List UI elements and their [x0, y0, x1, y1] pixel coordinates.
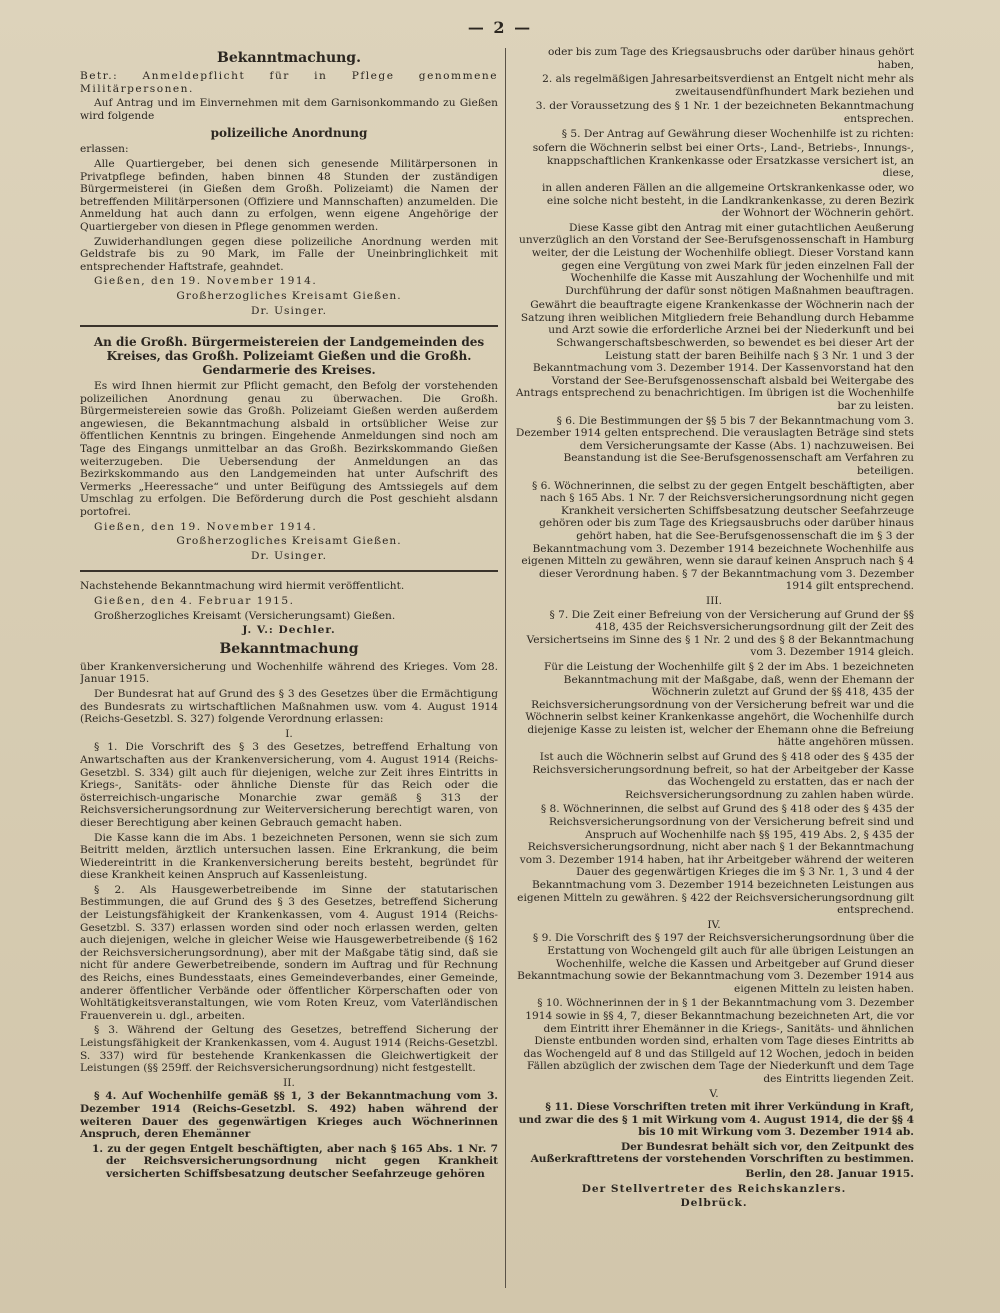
notice-office: Großherzogliches Kreisamt Gießen.: [176, 289, 402, 302]
column-divider: [505, 48, 506, 1288]
section-numeral: V.: [709, 1087, 719, 1100]
publication-office: Großherzogliches Kreisamt (Versicherungsamt) Gießen.: [94, 609, 396, 622]
paragraph: § 8. Wöchnerinnen, die selbst auf Grund des § 418 oder des § 435 der Reichsversicherungsordnung von der Versicherung befreit sind und Anspruch auf Wochenhilfe nach §§ 195, 419 Abs. 2, § 435 der Reichsversicherungsordnung, nicht aber nach § 1 der Bekanntmachung vom 3. Dezember 1914 haben, hat ihr Arbeitgeber während der weiteren Dauer des gegenwärtigen Krieges die im § 3 Nr. 1, 3 und 4 der Bekanntmachung vom 3. Dezember 1914 bezeichneten Leistungen aus eigenen Mitteln zu gewähren. § 422 der Reichsversicherungsordnung gilt entsprechend.: [517, 803, 914, 917]
notice-erlassen: erlassen:: [80, 143, 129, 156]
notice-date: Gießen, den 19. November 1914.: [94, 275, 318, 288]
list-item: 3. der Voraussetzung des § 1 Nr. 1 der bezeichneten Bekanntmachung entsprechen.: [535, 100, 914, 125]
publication-line: Nachstehende Bekanntmachung wird hiermit veröffentlicht.: [80, 580, 405, 593]
notice-signer: Dr. Usinger.: [250, 549, 328, 562]
section-numeral: III.: [706, 594, 722, 607]
paragraph: Diese Kasse gibt den Antrag mit einer gutachtlichen Aeußerung unverzüglich an den Vorstand der See-Berufsgenossenschaft in Hamburg weiter, der die Leistung der Wochenhilfe obliegt. Dieser Vorstand kann gegen eine Vergütung von zwei Mark für jeden einzelnen Fall der Wochenhilfe die Kasse mit Auszahlung der Wochenhilfe und mit Durchführung der dafür sonst nötigen Maßnahmen beauftragen.: [519, 221, 914, 297]
list: [80, 1143, 498, 1181]
paragraph: § 9. Die Vorschrift des § 197 der Reichsversicherungsordnung über die Erstattung von Wochengeld gilt auch für alle übrigen Leistungen an Wochenhilfe, welche die Kassen und Arbeitgeber auf Grund dieser Bekanntmachung sowie der Bekanntmachung vom 3. Dezember 1914 aus eigenen Mitteln zu leisten haben.: [517, 932, 914, 995]
paragraph: § 10. Wöchnerinnen der in § 1 der Bekanntmachung vom 3. Dezember 1914 sowie in §§ 4, 7, dieser Bekanntmachung bezeichneten Art, die vor dem Eintritt ihrer Ehemänner in die Kriegs-, Sanitäts- und ähnlichen Dienste entbunden worden sind, erhalten vom Tage dieses Eintritts ab das Wochengeld auf 8 und das Stillgeld auf 12 Wochen, jedoch in beiden Fällen abzüglich der zwischen dem Tage der Niederkunft und dem Tage des Eintritts liegenden Zeit.: [523, 997, 914, 1085]
paragraph: § 7. Die Zeit einer Befreiung von der Versicherung auf Grund der §§ 418, 435 der Reichsversicherungsordnung gilt der Zeit des Versichertseins im Sinne des § 1 Nr. 2 und des § 8 der Bekanntmachung vom 3. Dezember 1914 gleich.: [526, 608, 914, 659]
section-numeral: IV.: [707, 918, 721, 931]
notice-title: An die Großh. Bürgermeistereien der Landgemeinden des Kreises, das Großh. Polizeiamt Gießen und die Großh. Gendarmerie des Kreises.: [93, 335, 485, 378]
notice-date: Gießen, den 19. November 1914.: [94, 520, 318, 533]
paragraph: § 3. Während der Geltung des Gesetzes, betreffend Sicherung der Leistungsfähigkeit der Krankenkassen, vom 4. August 1914 (Reichs-Gesetzbl. S. 337) wird für bestehende Krankenkassen die Gleichwertigkeit der Leistungen (§§ 259ff. der Reichsversicherungsordnung) nicht festgestellt.: [80, 1024, 498, 1075]
section-numeral: II.: [283, 1076, 295, 1089]
paragraph: Für die Leistung der Wochenhilfe gilt § 2 der im Abs. 1 bezeichneten Bekanntmachung mit der Maßgabe, daß, wenn der Ehemann der Wöchnerin zuletzt auf Grund der §§ 418, 435 der Reichsversicherungsordnung von der Versicherung befreit war und die Wöchnerin selbst keiner Krankenkasse angehört, die Wochenhilfe durch diejenige Kasse zu leisten ist, welcher der Ehemann ohne die Befreiung hätte angehören müssen.: [525, 660, 914, 749]
notice-paragraph: Es wird Ihnen hiermit zur Pflicht gemacht, den Befolg der vorstehenden polizeilichen Anordnung genau zu überwachen. Die Großh. Bürgermeistereien sowie das Großh. Polizeiamt Gießen werden außerdem angewiesen, die Bekanntmachung alsbald in ortsüblicher Weise zur öffentlichen Kenntnis zu bringen. Eingehende Anmeldungen sind noch am Tage des Eingangs unmittelbar an das Großh. Bezirkskommando Gießen weiterzugeben. Die Uebersendung der Anmeldungen an das Bezirkskommando aus den Landgemeinden hat unter Aufschrift des Vermerks „Heeressache“ und unter Beifügung des Amtssiegels auf dem Umschlag zu erfolgen. Die Beförderung durch die Post geschieht alsdann portofrei.: [80, 380, 498, 519]
list: [514, 46, 914, 126]
section-rule: [80, 325, 498, 327]
paragraph: Gewährt die beauftragte eigene Krankenkasse der Wöchnerin nach der Satzung ihren weiblichen Mitgliedern freie Behandlung durch Hebamme und Arzt sowie die erforderliche Arznei bei der Niederkunft und bei Schwangerschaftsbeschwerden, so bewendet es bei dieser Art der Leistung statt der baren Beihilfe nach § 3 Nr. 1 und 3 der Bekanntmachung vom 3. Dezember 1914. Der Kassenvorstand hat den Vorstand der See-Berufsgenossenschaft alsbald bei Weitergabe des Antrags entsprechend zu benachrichtigen. Im übrigen ist die Wochenhilfe bar zu leisten.: [515, 299, 914, 413]
page-number: — 2 —: [467, 18, 533, 37]
notice-intro: Der Bundesrat hat auf Grund des § 3 des Gesetzes über die Ermächtigung des Bundesrats zu wirtschaftlichen Maßnahmen usw. vom 4. August 1914 (Reichs-Gesetzbl. S. 327) folgende Verordnung erlassen:: [80, 687, 498, 726]
notice-paragraph: Alle Quartiergeber, bei denen sich genesende Militärpersonen in Privatpflege befinden, haben binnen 48 Stunden der zuständigen Bürgermeisterei (in Gießen dem Großh. Polizeiamt) die Namen der betreffenden Militärpersonen (Offiziere und Mannschaften) anzumelden. Die Anmeldung hat auch dann zu erfolgen, wenn eigene Angehörige der Quartiergeber von diesen in Pflege genommen werden.: [80, 157, 498, 233]
paragraph: Der Bundesrat behält sich vor, den Zeitpunkt des Außerkrafttretens der vorstehenden Vorschriften zu bestimmen.: [530, 1140, 914, 1166]
list-item: sofern die Wöchnerin selbst bei einer Orts-, Land-, Betriebs-, Innungs-, knappschaftlichen Krankenkasse oder Ersatzkasse versichert ist, an diese,: [532, 142, 914, 180]
paragraph: § 1. Die Vorschrift des § 3 des Gesetzes, betreffend Erhaltung von Anwartschaften aus der Krankenversicherung, vom 4. August 1914 (Reichs-Gesetzbl. S. 334) gilt auch für diejenigen, welche zur Zeit ihres Eintritts in Kriegs-, Sanitäts- oder ähnliche Dienste für das Reich oder die österreichisch-ungarische Monarchie zwar gemäß § 313 der Reichsversicherungsordnung zur Weiterversicherung berechtigt waren, von dieser Berechtigung aber keinen Gebrauch gemacht haben.: [80, 741, 498, 829]
paragraph: § 2. Als Hausgewerbetreibende im Sinne der statutarischen Bestimmungen, die auf Grund des § 3 des Gesetzes, betreffend Sicherung der Leistungsfähigkeit der Krankenkassen, vom 4. August 1914 (Reichs-Gesetzbl. S. 337) erlassen worden sind oder noch erlassen werden, gelten auch diejenigen, welche in gleicher Weise wie Hausgewerbetreibende (§ 162 der Reichsversicherungsordnung), aber mit der Maßgabe tätig sind, daß sie nicht für andere Gewerbetreibende, sondern im Auftrag und für Rechnung des Reichs, eines Bundesstaats, eines Gemeindeverbandes, einer Gemeinde, anderer öffentlicher Verbände oder öffentlicher Körperschaften oder von Wohltätigkeitsveranstaltungen, wie vom Roten Kreuz, vom Vaterländischen Frauenverein u. dgl., arbeiten.: [80, 883, 498, 1022]
list-item: in allen anderen Fällen an die allgemeine Ortskrankenkasse oder, wo eine solche nicht besteht, in die Landkrankenkasse, zu deren Bezirk der Wohnort der Wöchnerin gehört.: [542, 181, 914, 220]
left-column: [80, 46, 498, 1282]
right-column: [514, 46, 954, 1282]
paragraph: § 4. Auf Wochenhilfe gemäß §§ 1, 3 der Bekanntmachung vom 3. Dezember 1914 (Reichs-Gesetzbl. S. 492) haben während der weiteren Dauer des gegenwärtigen Krieges auch Wöchnerinnen Anspruch, deren Ehemänner: [80, 1090, 498, 1141]
notice-mayors: [80, 335, 498, 562]
closing-office: Der Stellvertreter des Reichskanzlers.: [581, 1182, 847, 1195]
paragraph: § 5. Der Antrag auf Gewährung dieser Wochenhilfe ist zu richten:: [561, 127, 914, 140]
list-item: 1. zu der gegen Entgelt beschäftigten, aber nach § 165 Abs. 1 Nr. 7 der Reichsversicherungsordnung nicht gegen Krankheit versicherten Schiffsbesatzung deutscher Seefahrzeuge gehören: [92, 1142, 498, 1180]
publication-note: [80, 580, 498, 636]
notice-subtitle: über Krankenversicherung und Wochenhilfe während des Krieges. Vom 28. Januar 1915.: [80, 660, 498, 686]
notice-title: Bekanntmachung: [219, 640, 359, 657]
list-item: 2. als regelmäßigen Jahresarbeitsverdienst an Entgelt nicht mehr als zweitausendfünfhundert Mark beziehen und: [542, 73, 914, 98]
paragraph: § 6. Wöchnerinnen, die selbst zu der gegen Entgelt beschäftigten, aber nach § 165 Abs. 1 Nr. 7 der Reichsversicherungsordnung nicht gegen Krankheit versicherten Schiffsbesatzung deutscher Seefahrzeuge gehören oder bis zum Tage des Kriegsausbruchs oder darüber hinaus gehört haben, hat die See-Berufsgenossenschaft die im § 3 der Bekanntmachung vom 3. Dezember 1914 bezeichnete Wochenhilfe aus eigenen Mitteln zu gewähren, wenn sie darauf keinen Anspruch nach § 4 dieser Verordnung haben. § 7 der Bekanntmachung vom 3. Dezember 1914 gilt entsprechend.: [521, 479, 914, 593]
closing-signer: Delbrück.: [680, 1197, 748, 1210]
list-item-continuation: oder bis zum Tage des Kriegsausbruchs oder darüber hinaus gehört haben,: [547, 46, 914, 71]
section-numeral: I.: [285, 727, 293, 740]
notice-billeting: [80, 50, 498, 317]
publication-date: Gießen, den 4. Februar 1915.: [94, 595, 295, 607]
paragraph: Ist auch die Wöchnerin selbst auf Grund des § 418 oder des § 435 der Reichsversicherungsordnung befreit, so hat der Arbeitgeber der Kasse das Wochengeld zu erstatten, das er nach der Reichsversicherungsordnung zu zahlen haben würde.: [532, 751, 914, 801]
notice-subtitle: polizeiliche Anordnung: [210, 126, 368, 141]
notice-intro: Auf Antrag und im Einvernehmen mit dem Garnisonkommando zu Gießen wird folgende: [80, 97, 498, 122]
notice-signer: Dr. Usinger.: [250, 304, 328, 317]
notice-title: Bekanntmachung.: [217, 50, 361, 66]
closing-date: Berlin, den 28. Januar 1915.: [745, 1168, 914, 1181]
notice-office: Großherzogliches Kreisamt Gießen.: [176, 535, 402, 548]
notice-insurance: [80, 641, 498, 1181]
paragraph: § 11. Diese Vorschriften treten mit ihrer Verkündung in Kraft, und zwar die des § 1 mit Wirkung vom 4. August 1914, die der §§ 4 bis 10 mit Wirkung vom 3. Dezember 1914 ab.: [518, 1101, 914, 1139]
notice-paragraph: Zuwiderhandlungen gegen diese polizeiliche Anordnung werden mit Geldstrafe bis zu 90 Mark, im Falle der Uneinbringlichkeit mit entsprechender Haftstrafe, geahndet.: [80, 235, 498, 273]
paragraph: § 6. Die Bestimmungen der §§ 5 bis 7 der Bekanntmachung vom 3. Dezember 1914 gelten entsprechend. Die verauslagten Beträge sind stets dem Versicherungsamte der Kasse (Abs. 1) nachzuweisen. Bei Beanstandung ist die See-Berufsgenossenschaft am Verfahren zu beteiligen.: [515, 414, 914, 477]
section-rule: [80, 570, 498, 572]
paragraph: Die Kasse kann die im Abs. 1 bezeichneten Personen, wenn sie sich zum Beitritt melden, ärztlich untersuchen lassen. Eine Erkrankung, die beim Wiedereintritt in die Krankenversicherung bereits besteht, begründet für diese Krankheit keinen Anspruch auf Kassenleistung.: [80, 831, 498, 882]
list: [514, 142, 914, 220]
publication-signer: J. V.: Dechler.: [242, 624, 336, 637]
notice-subject: Betr.: Anmeldepflicht für in Pflege genommene Militärpersonen.: [80, 70, 498, 95]
